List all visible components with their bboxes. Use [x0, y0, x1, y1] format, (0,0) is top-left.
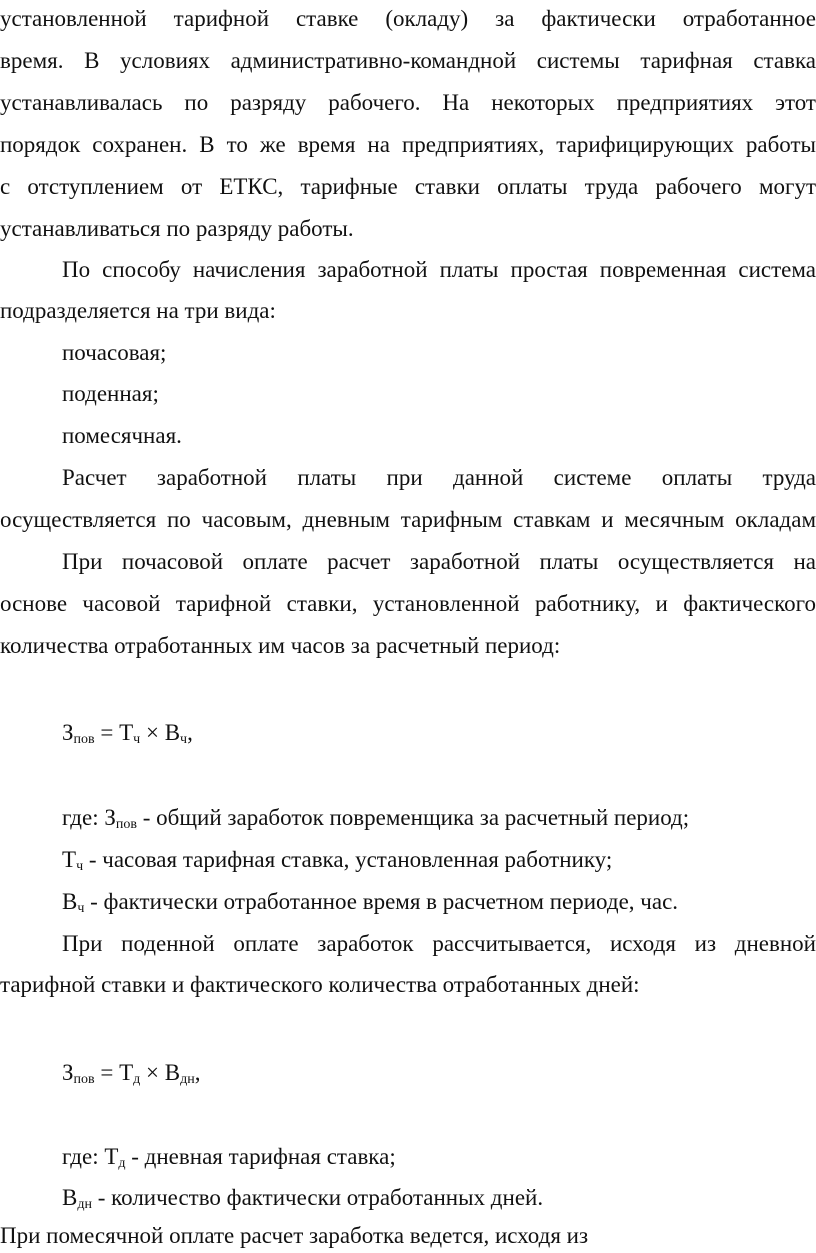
paragraph-2-line-1: По способу начисления заработной платы простая повременная система — [62, 257, 816, 282]
formula-subscript: дн — [180, 1072, 195, 1087]
paragraph-4-line-3: количества отработанных им часов за расчетный период: — [0, 633, 561, 658]
paragraph-3-line-1: Расчет заработной платы при данной системе оплаты труда — [62, 465, 816, 490]
definition-prefix: где: Т — [62, 1144, 119, 1169]
definition-total-earnings — [62, 801, 689, 835]
paragraph-1-line-5: с отступлением от ЕТКС, тарифные ставки оплаты труда рабочего могут — [0, 174, 816, 199]
definition-text: - дневная тарифная ставка; — [125, 1144, 396, 1169]
paragraph-2-line-2: подразделяется на три вида: — [0, 298, 276, 323]
paragraph-1-line-6: устанавливаться по разряду работы. — [0, 216, 354, 241]
list-item-hourly: почасовая; — [62, 340, 167, 365]
definition-subscript: пов — [115, 817, 137, 832]
paragraph-4-line-1: При почасовой оплате расчет заработной платы осуществляется на — [62, 549, 816, 574]
list-item-monthly: помесячная. — [62, 423, 182, 448]
definition-hourly-rate — [62, 843, 612, 877]
formula-symbol: З — [62, 1060, 74, 1085]
formula-symbol: , — [187, 720, 193, 745]
definition-text: - количество фактически отработанных дней. — [91, 1185, 544, 1210]
formula-symbol: × В — [140, 1060, 181, 1085]
definition-text: - общий заработок повременщика за расчетный период; — [136, 805, 690, 830]
formula-symbol: = Т — [94, 720, 134, 745]
definition-prefix: где: З — [62, 805, 116, 830]
definition-worked-days — [62, 1181, 543, 1215]
paragraph-3-line-2: осуществляется по часовым, дневным тарифным ставкам и месячным окладам — [0, 507, 816, 532]
definition-subscript: д — [118, 1156, 126, 1171]
paragraph-1-line-3: устанавливалась по разряду рабочего. На некоторых предприятиях этот — [0, 90, 816, 115]
paragraph-1-line-4: порядок сохранен. В то же время на предприятиях, тарифицирующих работы — [0, 132, 816, 157]
paragraph-5-line-2: тарифной ставки и фактического количества отработанных дней: — [0, 972, 640, 997]
definition-prefix: В — [62, 889, 78, 914]
paragraph-6-line-1: При помесячной оплате расчет заработка ведется, исходя из — [0, 1223, 589, 1248]
formula-symbol: З — [62, 720, 74, 745]
definition-subscript: дн — [77, 1197, 92, 1212]
definition-daily-rate — [62, 1140, 396, 1174]
paragraph-1-line-2: время. В условиях административно-командной системы тарифная ставка — [0, 48, 816, 73]
formula-symbol: = Т — [94, 1060, 134, 1085]
definition-prefix: Т — [62, 847, 77, 872]
formula-hourly — [62, 716, 193, 750]
definition-subscript: ч — [76, 859, 84, 874]
paragraph-1-line-1: установленной тарифной ставке (окладу) за фактически отработанное — [0, 6, 816, 31]
definition-prefix: В — [62, 1185, 78, 1210]
paragraph-5-line-1: При поденной оплате заработок рассчитывается, исходя из дневной — [62, 931, 816, 956]
formula-symbol: × В — [140, 720, 181, 745]
definition-text: - часовая тарифная ставка, установленная работнику; — [83, 847, 613, 872]
definition-text: - фактически отработанное время в расчетном периоде, час. — [84, 889, 679, 914]
formula-subscript: пов — [73, 1072, 95, 1087]
formula-subscript: ч — [180, 732, 188, 747]
formula-subscript: д — [133, 1072, 141, 1087]
paragraph-4-line-2: основе часовой тарифной ставки, установленной работнику, и фактического — [0, 591, 816, 616]
formula-daily — [62, 1056, 200, 1090]
formula-symbol: , — [194, 1060, 201, 1085]
formula-subscript: ч — [133, 732, 141, 747]
definition-worked-time — [62, 885, 678, 919]
formula-subscript: пов — [73, 732, 95, 747]
definition-subscript: ч — [77, 901, 85, 916]
list-item-daily: поденная; — [62, 381, 159, 406]
